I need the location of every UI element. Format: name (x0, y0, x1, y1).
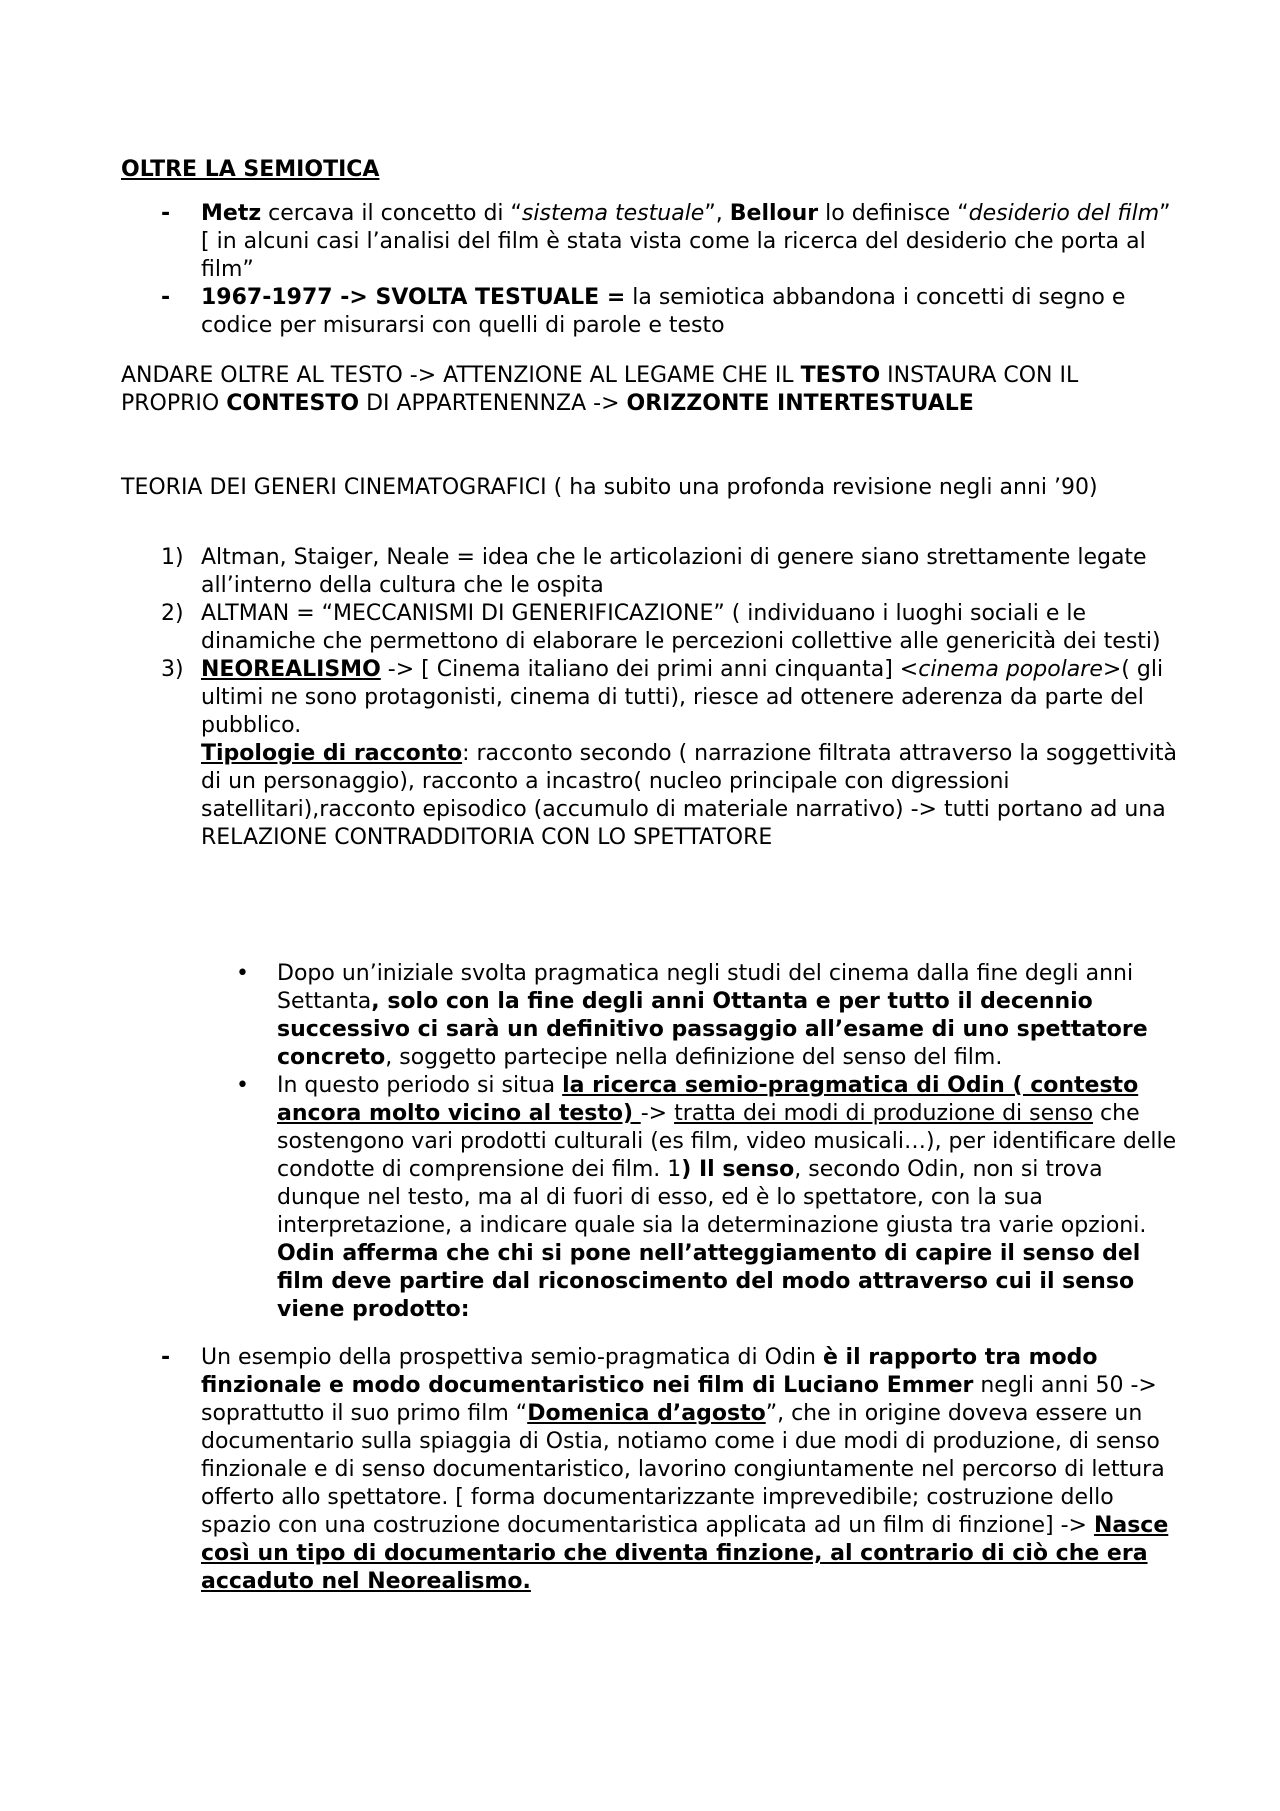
paragraph-andare (121, 362, 1181, 418)
text: , soggetto partecipe nella definizione del senso del film. (385, 1045, 1003, 1070)
dash-marker: - (161, 285, 171, 310)
text: ”, (704, 201, 730, 226)
dash-marker: - (161, 201, 171, 226)
text: : racconto secondo ( narrazione filtrata attraverso la soggettività di un personaggio), racconto a incastro( nucleo principale con digressioni satellitari),racconto episodico (accumulo di materiale narrativo) -> tutti portano ad una RELAZIONE CONTRADDITORIA CON LO SPETTATORE (201, 741, 1177, 850)
text: Dopo un’iniziale svolta pragmatica negli studi del cinema dalla fine degli anni Settanta (277, 961, 1134, 1014)
bold-text: CONTESTO (226, 391, 360, 416)
bold-underlined-text: Tipologie di racconto (201, 741, 463, 766)
text: la semiotica abbandona i concetti di segno e codice per misurarsi con quelli di parole e testo (201, 285, 1126, 338)
text: >( gli ultimi ne sono protagonisti, cinema di tutti), riesce ad ottenere aderenza da parte del pubblico. (201, 657, 1164, 738)
bullet-marker: • (236, 1073, 249, 1098)
bold-text: TESTO (800, 363, 881, 388)
text: -> (640, 1101, 675, 1126)
dash-marker: - (161, 1345, 171, 1370)
list-number: 3) (161, 657, 184, 682)
bold-underlined-text: la ricerca semio-pragmatica di Odin ( contesto ancora molto vicino al testo) (277, 1073, 1139, 1126)
text: negli anni 50 -> soprattutto il suo primo film “ (201, 1373, 1157, 1426)
list-item (121, 284, 1181, 340)
list-item (121, 200, 1181, 284)
bold-text: Bellour (729, 201, 819, 226)
text: lo definisce “ (818, 201, 969, 226)
bold-text: , solo con la fine degli anni Ottanta e per tutto il decennio successivo ci sarà un definitivo passaggio all’esame di uno spettatore concreto (277, 989, 1148, 1070)
list-item (121, 656, 1181, 852)
bold-text: ) Il senso (681, 1157, 795, 1182)
text: , secondo Odin, non si trova dunque nel testo, ma al di fuori di esso, ed è lo spettatore, con la sua interpretazione, a indicare quale sia la determinazione giusta tra varie opzioni. (277, 1157, 1147, 1238)
list-item (121, 960, 1181, 1072)
bold-text: Metz (201, 201, 262, 226)
bold-text: 1967-1977 -> SVOLTA TESTUALE = (201, 285, 626, 310)
bold-underlined-text: Nasce così un tipo di documentario che diventa finzione, al contrario di ciò che era accaduto nel Neorealismo. (201, 1513, 1169, 1594)
bold-text: Odin afferma che chi si pone nell’atteggiamento di capire il senso del film deve partire dal riconoscimento del modo attraverso cui il senso viene prodotto: (277, 1241, 1141, 1322)
bullet-list (121, 960, 1181, 1324)
list-item (121, 544, 1181, 600)
list-item (121, 1344, 1181, 1596)
italic-text: sistema testuale (521, 201, 705, 226)
italic-text: desiderio del film (968, 201, 1160, 226)
list-item (121, 600, 1181, 656)
text: DI APPARTENENNZA -> (359, 391, 627, 416)
text: ”, che in origine doveva essere un documentario sulla spiaggia di Ostia, notiamo come i due modi di produzione, di senso finzionale e di senso documentaristico, lavorino congiuntamente nel percorso di lettura offerto allo spettatore. [ forma documentarizzante imprevedibile; costruzione dello spazio con una costruzione documentaristica applicata ad un film di finzione] -> (201, 1401, 1165, 1538)
text: -> [ Cinema italiano dei primi anni cinquanta] < (380, 657, 919, 682)
text: INSTAURA CON IL PROPRIO (121, 363, 1079, 416)
text: ” [ in alcuni casi l’analisi del film è stata vista come la ricerca del desiderio che porta al film” (201, 201, 1171, 282)
page-title: OLTRE LA SEMIOTICA (121, 157, 380, 182)
text: cercava il concetto di “ (261, 201, 522, 226)
dash-list (121, 200, 1181, 340)
numbered-list (121, 544, 1181, 852)
text: ALTMAN = “MECCANISMI DI GENERIFICAZIONE” ( individuano i luoghi sociali e le dinamiche che permettono di elaborare le percezioni collettive alle genericità dei testi) (201, 601, 1161, 654)
bold-underlined-text: NEOREALISMO (201, 657, 381, 682)
text: Un esempio della prospettiva semio-pragmatica di Odin (201, 1345, 823, 1370)
italic-text: cinema popolare (918, 657, 1103, 682)
bold-text: ORIZZONTE INTERTESTUALE (626, 391, 974, 416)
underlined-text: tratta dei modi di produzione di senso (674, 1101, 1094, 1126)
list-number: 1) (161, 545, 184, 570)
bold-underlined-text: Domenica d’agosto (527, 1401, 766, 1426)
list-number: 2) (161, 601, 184, 626)
text: In questo periodo si situa (277, 1073, 563, 1098)
text: Altman, Staiger, Neale = idea che le articolazioni di genere siano strettamente legate all’interno della cultura che le ospita (201, 545, 1147, 598)
paragraph-teoria: TEORIA DEI GENERI CINEMATOGRAFICI ( ha subito una profonda revisione negli anni ’90) (121, 475, 1098, 500)
list-item (121, 1072, 1181, 1324)
bold-text: è il rapporto tra modo finzionale e modo documentaristico nei film di Luciano Emmer (201, 1345, 1098, 1398)
dash-list-2 (121, 1344, 1181, 1596)
text: che sostengono vari prodotti culturali (es film, video musicali…), per identificare delle condotte di comprensione dei film. 1 (277, 1101, 1177, 1182)
bullet-marker: • (236, 961, 249, 986)
text: ANDARE OLTRE AL TESTO -> ATTENZIONE AL LEGAME CHE IL (121, 363, 801, 388)
